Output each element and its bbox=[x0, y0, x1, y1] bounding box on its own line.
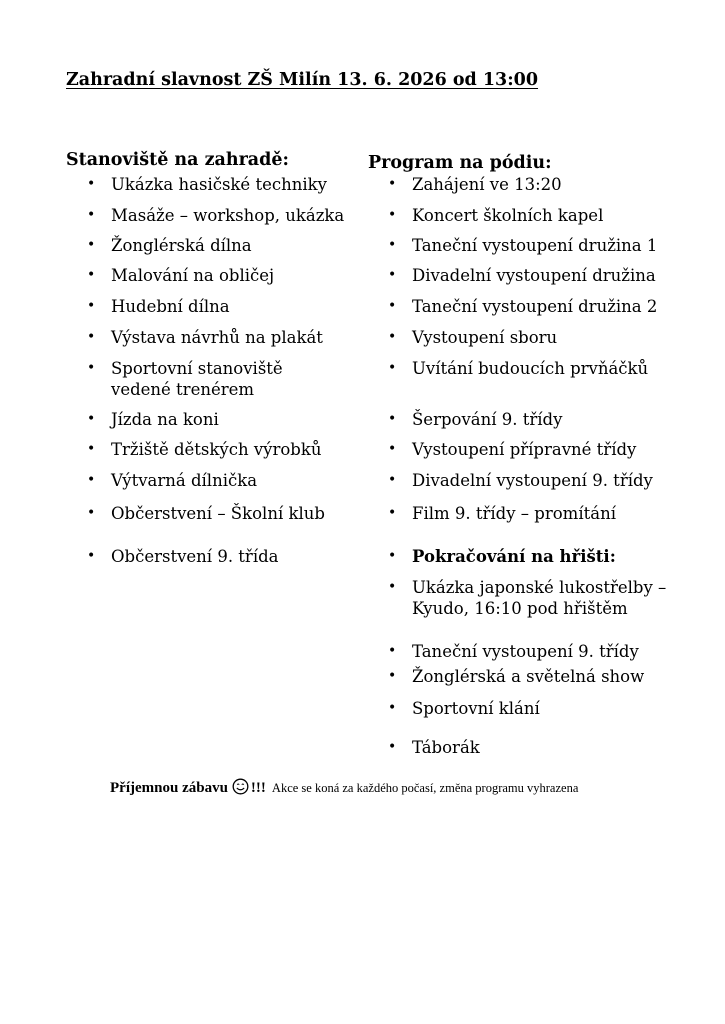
list-item-line: Jízda na koni bbox=[111, 410, 219, 429]
bullet-icon: • bbox=[388, 176, 397, 192]
list-item-label bbox=[412, 358, 648, 379]
list-item-label bbox=[111, 265, 274, 286]
list-item-label bbox=[111, 296, 230, 317]
bullet-icon: • bbox=[87, 411, 96, 427]
list-item-label bbox=[412, 698, 540, 719]
list-item-line: vedené trenérem bbox=[111, 380, 255, 399]
list-item-line: Ukázka hasičské techniky bbox=[111, 175, 327, 194]
list-item-line: Vystoupení přípravné třídy bbox=[412, 440, 637, 459]
bullet-icon: • bbox=[87, 548, 96, 564]
list-item-line: Tržiště dětských výrobků bbox=[111, 440, 322, 459]
list-item-label bbox=[412, 577, 666, 619]
list-item-label bbox=[111, 503, 325, 524]
list-item-line: Taneční vystoupení družina 2 bbox=[412, 297, 658, 316]
list-item-line: Hudební dílna bbox=[111, 297, 230, 316]
list-item-label bbox=[111, 358, 283, 400]
bullet-icon: • bbox=[87, 176, 96, 192]
list-item-line: Výtvarná dílnička bbox=[111, 471, 258, 490]
page-title: Zahradní slavnost ZŠ Milín 13. 6. 2026 od 13:00 bbox=[66, 70, 539, 90]
list-item-line: Taneční vystoupení 9. třídy bbox=[412, 642, 639, 661]
list-item-line: Vystoupení sboru bbox=[412, 328, 558, 347]
list-item-line: Divadelní vystoupení družina bbox=[412, 266, 656, 285]
list-item-label bbox=[111, 235, 252, 256]
list-item-line: Výstava návrhů na plakát bbox=[111, 328, 323, 347]
bullet-icon: • bbox=[388, 441, 397, 457]
list-item-line: Malování na obličej bbox=[111, 266, 275, 285]
bullet-icon: • bbox=[388, 267, 397, 283]
list-item-line: Divadelní vystoupení 9. třídy bbox=[412, 471, 653, 490]
list-item-line: Žonglérská dílna bbox=[111, 236, 252, 255]
bullet-icon: • bbox=[388, 668, 397, 684]
list-item-line: Uvítání budoucích prvňáčků bbox=[412, 359, 649, 378]
left-column-heading: Stanoviště na zahradě: bbox=[66, 150, 289, 170]
list-item-line: Šerpování 9. třídy bbox=[412, 410, 563, 429]
list-item-label bbox=[111, 205, 344, 226]
list-item-label bbox=[412, 439, 636, 460]
list-item-label bbox=[111, 327, 323, 348]
list-item-label bbox=[412, 235, 657, 256]
footer-weather-note: Akce se koná za každého počasí, změna programu vyhrazena bbox=[271, 781, 579, 795]
list-item-label bbox=[412, 327, 557, 348]
list-item-line: Ukázka japonské lukostřelby – bbox=[412, 578, 667, 597]
bullet-icon: • bbox=[87, 298, 96, 314]
list-item-label bbox=[412, 546, 616, 567]
list-item-line: Táborák bbox=[412, 738, 480, 757]
smiley-face-icon bbox=[232, 778, 249, 800]
bullet-icon: • bbox=[388, 329, 397, 345]
footer-enjoy-text: Příjemnou zábavu bbox=[110, 780, 228, 796]
bullet-icon: • bbox=[388, 360, 397, 376]
list-item-line: Sportovní stanoviště bbox=[111, 359, 283, 378]
list-item-line: Masáže – workshop, ukázka bbox=[111, 206, 345, 225]
footer bbox=[110, 778, 578, 800]
list-item-label bbox=[111, 546, 279, 567]
bullet-icon: • bbox=[388, 548, 397, 564]
list-item-label bbox=[412, 641, 639, 662]
list-item-line: Žonglérská a světelná show bbox=[412, 667, 645, 686]
list-item-label bbox=[111, 174, 327, 195]
bullet-icon: • bbox=[87, 267, 96, 283]
list-item-line: Pokračování na hřišti: bbox=[412, 547, 616, 566]
bullet-icon: • bbox=[87, 505, 96, 521]
list-item-label bbox=[412, 205, 603, 226]
list-item-line: Taneční vystoupení družina 1 bbox=[412, 236, 658, 255]
list-item-label bbox=[111, 439, 321, 460]
list-item-line: Sportovní klání bbox=[412, 699, 540, 718]
bullet-icon: • bbox=[388, 700, 397, 716]
bullet-icon: • bbox=[388, 579, 397, 595]
list-item-line: Občerstvení 9. třída bbox=[111, 547, 279, 566]
bullet-icon: • bbox=[388, 411, 397, 427]
list-item-line: Občerstvení – Školní klub bbox=[111, 504, 325, 523]
list-item-label bbox=[412, 265, 656, 286]
bullet-icon: • bbox=[388, 298, 397, 314]
bullet-icon: • bbox=[388, 505, 397, 521]
bullet-icon: • bbox=[388, 237, 397, 253]
list-item-line: Koncert školních kapel bbox=[412, 206, 604, 225]
list-item-label bbox=[412, 503, 616, 524]
bullet-icon: • bbox=[388, 472, 397, 488]
list-item-label bbox=[412, 470, 653, 491]
bullet-icon: • bbox=[388, 739, 397, 755]
list-item-label bbox=[412, 174, 562, 195]
list-item-label bbox=[412, 666, 644, 687]
right-column-heading: Program na pódiu: bbox=[368, 153, 552, 173]
list-item-label bbox=[111, 470, 257, 491]
bullet-icon: • bbox=[87, 472, 96, 488]
footer-exclamation: !!! bbox=[250, 780, 266, 796]
bullet-icon: • bbox=[87, 207, 96, 223]
bullet-icon: • bbox=[388, 207, 397, 223]
list-item-label bbox=[412, 296, 657, 317]
list-item-label bbox=[412, 409, 562, 430]
list-item-label bbox=[412, 737, 480, 758]
bullet-icon: • bbox=[87, 360, 96, 376]
list-item-line: Film 9. třídy – promítání bbox=[412, 504, 616, 523]
bullet-icon: • bbox=[87, 329, 96, 345]
bullet-icon: • bbox=[388, 643, 397, 659]
bullet-icon: • bbox=[87, 441, 96, 457]
list-item-line: Zahájení ve 13:20 bbox=[412, 175, 562, 194]
bullet-icon: • bbox=[87, 237, 96, 253]
list-item-label bbox=[111, 409, 219, 430]
list-item-line: Kyudo, 16:10 pod hřištěm bbox=[412, 599, 628, 618]
